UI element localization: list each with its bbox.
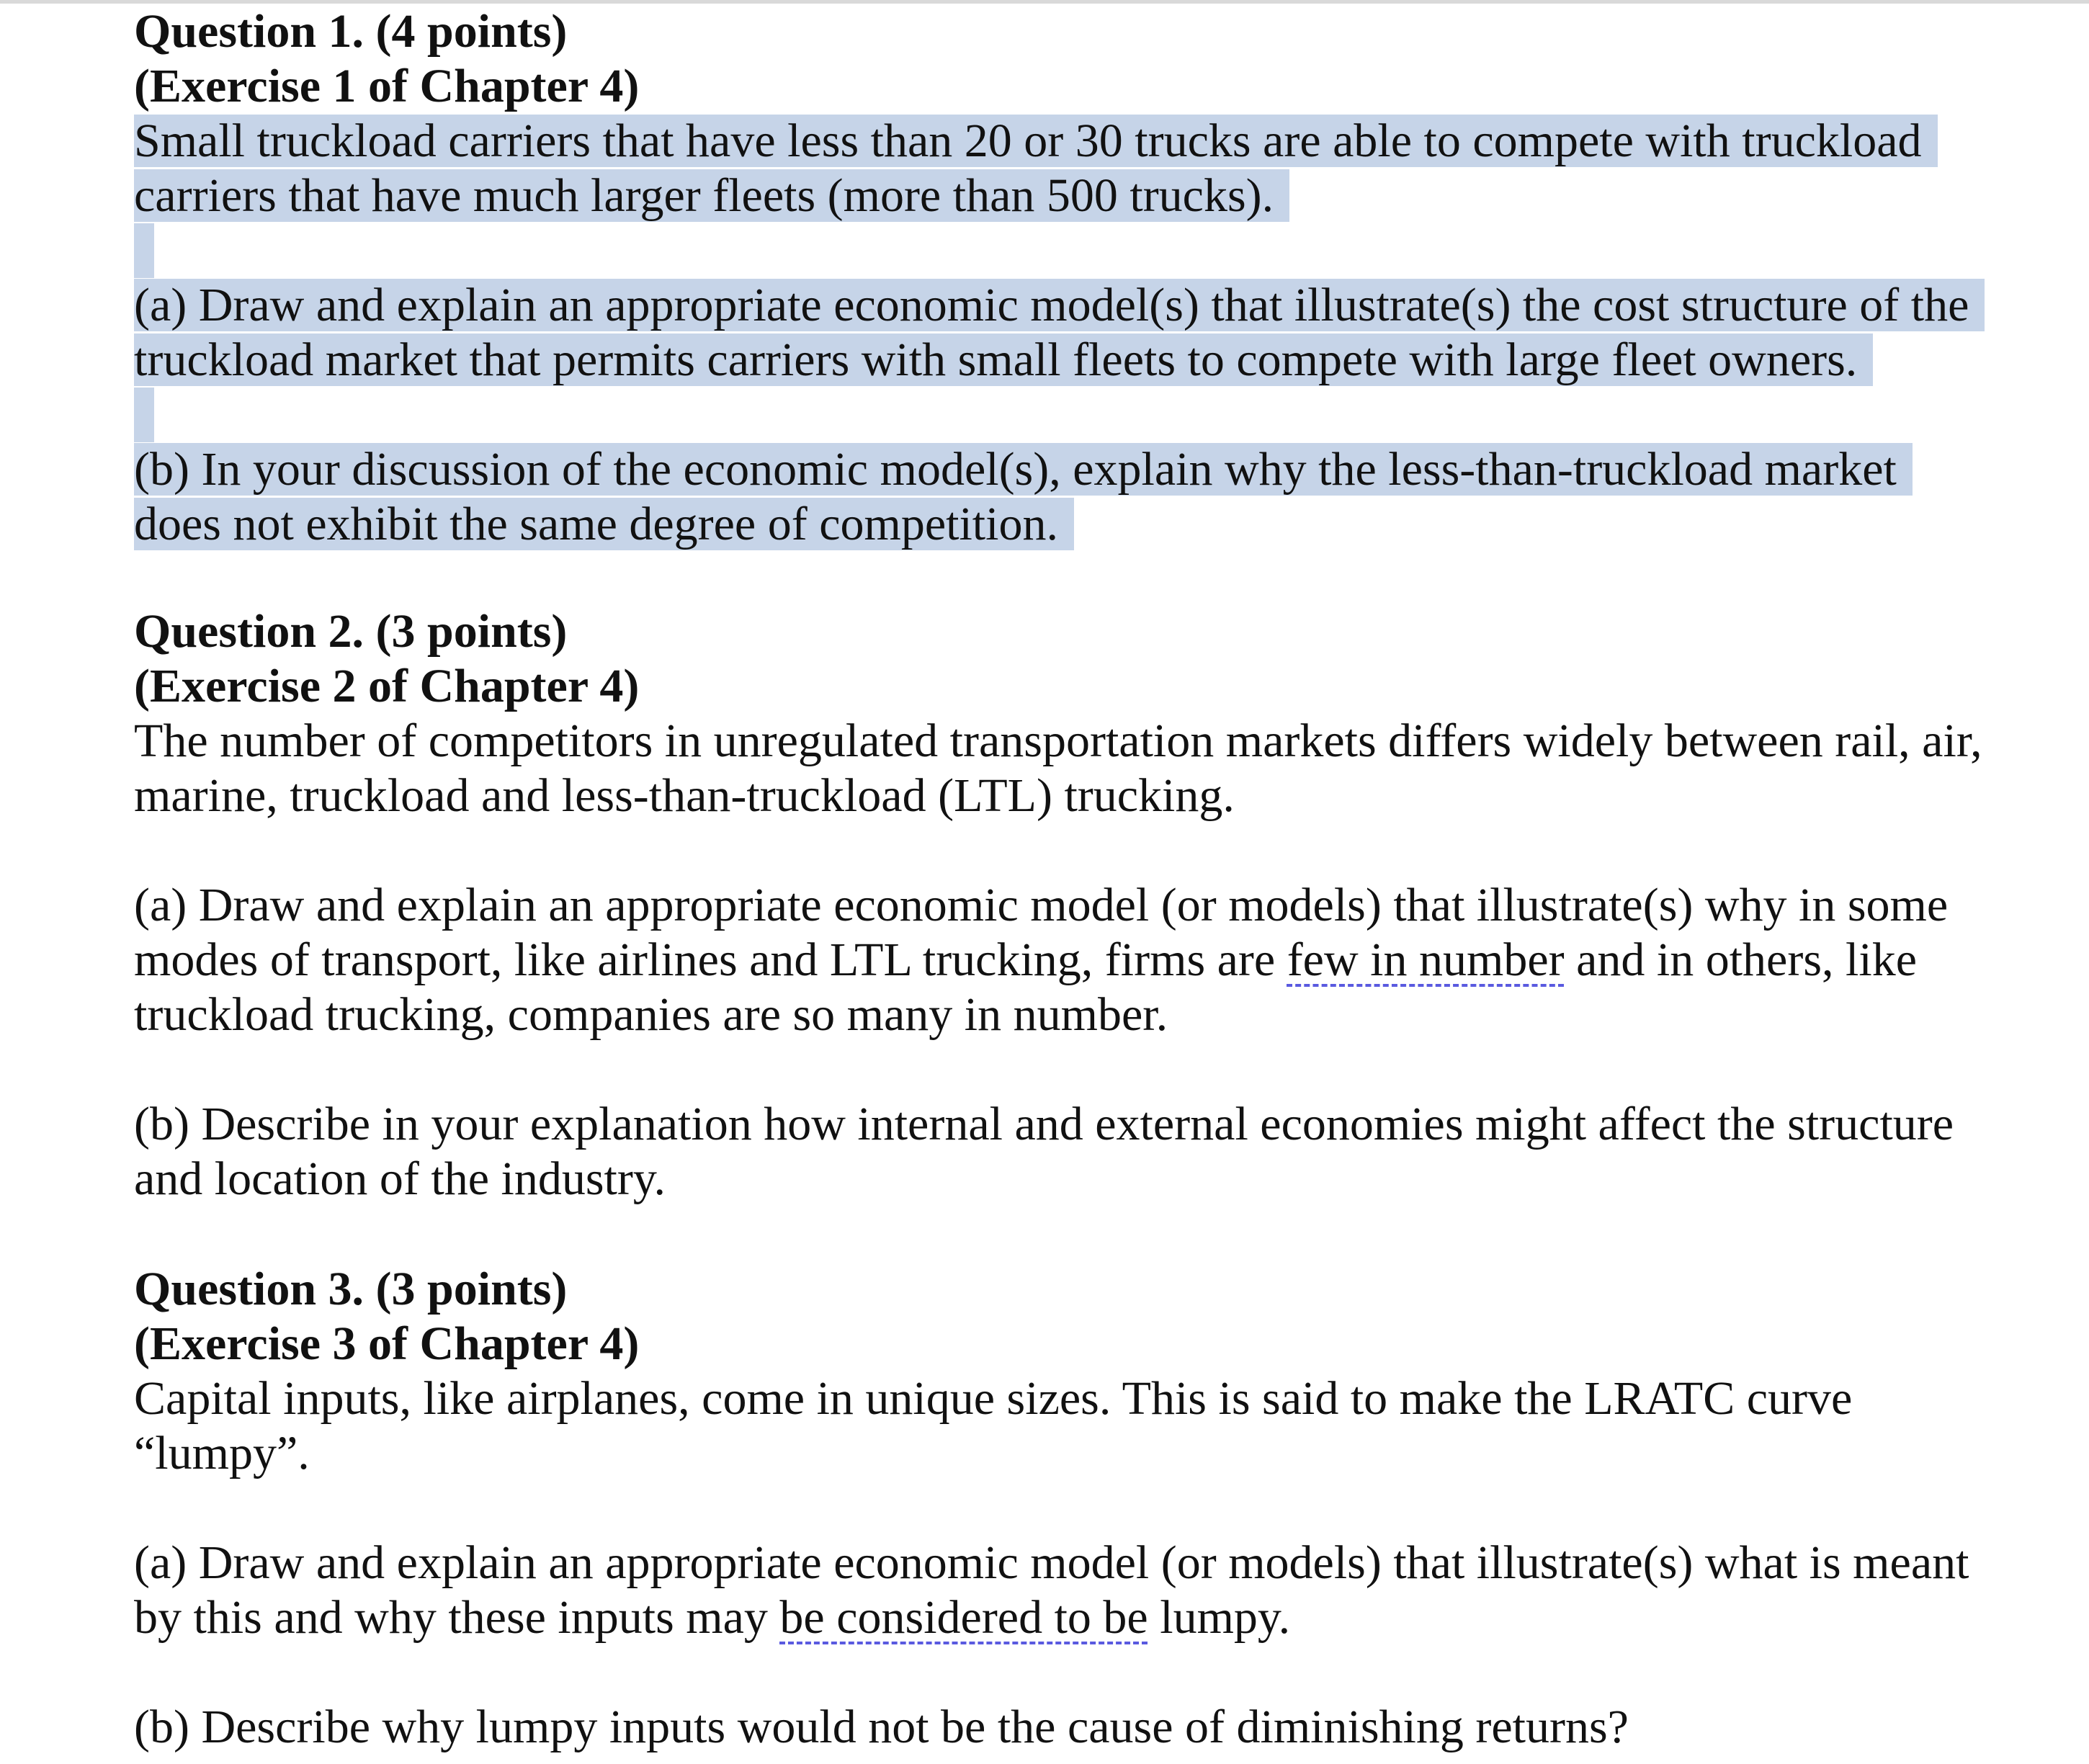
- question-3-part-a-line-1: (a) Draw and explain an appropriate economic model (or models) that illustrate(s) what is meant: [134, 1536, 1969, 1589]
- question-1-intro-line-1[interactable]: Small truckload carriers that have less than 20 or 30 trucks are able to compete with truckload: [134, 114, 1938, 169]
- question-2-part-b-line-1: (b) Describe in your explanation how internal and external economies might affect the structure: [134, 1098, 1954, 1150]
- question-2-part-a-line-2: [134, 933, 1917, 988]
- top-border: [0, 0, 2089, 4]
- text-run: and in others, like: [1564, 934, 1917, 986]
- question-2-part-a-line-1: (a) Draw and explain an appropriate economic model (or models) that illustrate(s) why in some: [134, 879, 1949, 931]
- question-1-intro-line-2[interactable]: carriers that have much larger fleets (more than 500 trucks).: [134, 169, 1289, 223]
- question-2-intro-line-1: The number of competitors in unregulated transportation markets differs widely between rail, air,: [134, 715, 1982, 767]
- question-1-title: Question 1. (4 points): [134, 5, 568, 58]
- question-3-part-a-line-2: [134, 1590, 1290, 1645]
- question-3-part-b-line-1: (b) Describe why lumpy inputs would not be the cause of diminishing returns?: [134, 1701, 1629, 1753]
- question-3-title: Question 3. (3 points): [134, 1263, 568, 1315]
- question-2-exercise: (Exercise 2 of Chapter 4): [134, 660, 640, 712]
- question-2-part-a-line-3: truckload trucking, companies are so many in number.: [134, 988, 1168, 1041]
- question-1-part-a-line-1[interactable]: (a) Draw and explain an appropriate economic model(s) that illustrate(s) the cost structure of the: [134, 278, 1985, 333]
- question-3-intro-line-1: Capital inputs, like airplanes, come in unique sizes. This is said to make the LRATC curve: [134, 1372, 1853, 1425]
- question-3-intro-line-2: “lumpy”.: [134, 1427, 310, 1479]
- question-1-part-b-line-1[interactable]: (b) In your discussion of the economic model(s), explain why the less-than-truckload market: [134, 442, 1913, 497]
- selection-blank-line: [134, 223, 154, 278]
- question-1-part-b-line-2[interactable]: does not exhibit the same degree of competition.: [134, 497, 1074, 552]
- question-2-title: Question 2. (3 points): [134, 605, 568, 658]
- text-run: by this and why these inputs may: [134, 1591, 780, 1644]
- grammar-flag[interactable]: few in number: [1287, 934, 1565, 986]
- question-2-part-b-line-2: and location of the industry.: [134, 1152, 666, 1205]
- selection-blank-line: [134, 388, 154, 442]
- question-3-exercise: (Exercise 3 of Chapter 4): [134, 1317, 640, 1370]
- text-run: modes of transport, like airlines and LTL trucking, firms are: [134, 934, 1287, 986]
- question-1-part-a-line-2[interactable]: truckload market that permits carriers with small fleets to compete with large fleet owners.: [134, 333, 1873, 388]
- grammar-flag[interactable]: be considered to be: [779, 1591, 1148, 1644]
- question-1-exercise: (Exercise 1 of Chapter 4): [134, 60, 640, 112]
- text-run: lumpy.: [1148, 1591, 1291, 1644]
- question-2-intro-line-2: marine, truckload and less-than-truckload (LTL) trucking.: [134, 769, 1235, 822]
